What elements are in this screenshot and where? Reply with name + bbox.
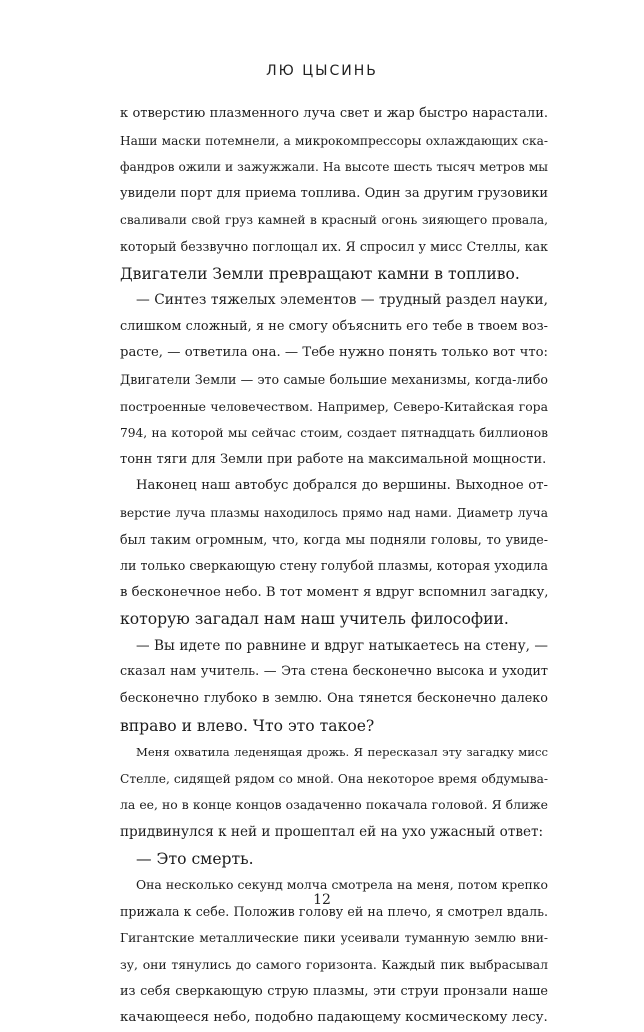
text-line: из себя сверкающую струю плазмы, эти струи пронзали наше xyxy=(120,983,548,999)
text-line: Стелле, сидящей рядом со мной. Она некоторое время обдумыва- xyxy=(120,771,548,786)
text-line: Гигантские металлические пики усеивали туманную землю вни- xyxy=(120,931,548,946)
text-line: прижала к себе. Положив голову ей на плечо, я смотрел вдаль. xyxy=(120,903,548,919)
text-line: увидели порт для приема топлива. Один за другим грузовики xyxy=(120,185,548,201)
text-line: — Синтез тяжелых элементов — трудный раздел науки, xyxy=(136,292,548,309)
text-line: бесконечно глубоко в землю. Она тянется бесконечно далеко xyxy=(120,691,548,707)
text-line: тонн тяги для Земли при работе на максимальной мощности. xyxy=(120,451,547,467)
text-line: сваливали свой груз камней в красный огонь зияющего провала, xyxy=(120,213,548,228)
text-line: вправо и влево. Что это такое? xyxy=(120,716,375,735)
text-line: — Вы идете по равнине и вдруг натыкаетесь на стену, — xyxy=(136,637,548,654)
text-line: который беззвучно поглощал их. Я спросил у мисс Стеллы, как xyxy=(120,238,548,254)
text-line: которую загадал нам наш учитель философии. xyxy=(120,610,509,629)
text-line: фандров ожили и зажужжали. На высоте шесть тысяч метров мы xyxy=(120,160,548,175)
text-line: качающееся небо, подобно падающему космическому лесу. xyxy=(120,1010,548,1026)
page-number: 12 xyxy=(313,892,331,908)
text-line: Двигатели Земли превращают камни в топливо. xyxy=(120,264,520,283)
text-line: Двигатели Земли — это самые большие механизмы, когда-либо xyxy=(120,371,548,387)
text-line: ла ее, но в конце концов озадаченно покачала головой. Я ближе xyxy=(120,797,548,813)
text-line: был таким огромным, что, когда мы подняли головы, то увиде- xyxy=(120,531,548,547)
text-line: — Это смерть. xyxy=(136,849,254,868)
running-head: ЛЮ ЦЫСИНЬ xyxy=(266,63,378,79)
text-line: ли только сверкающую стену голубой плазмы, которая уходила xyxy=(120,558,548,574)
text-line: слишком сложный, я не смогу объяснить его тебе в твоем воз- xyxy=(120,318,548,334)
text-line: Наконец наш автобус добрался до вершины. Выходное от- xyxy=(136,478,548,494)
text-line: придвинулся к ней и прошептал ей на ухо ужасный ответ: xyxy=(120,824,544,841)
text-line: построенные человечеством. Например, Северо-Китайская гора xyxy=(120,398,548,414)
text-line: в бесконечное небо. В тот момент я вдруг вспомнил загадку, xyxy=(120,584,549,600)
text-line: верстие луча плазмы находилось прямо над нами. Диаметр луча xyxy=(120,505,548,520)
text-line: сказал нам учитель. — Эта стена бесконечно высока и уходит xyxy=(120,664,548,680)
text-line: Меня охватила леденящая дрожь. Я пересказал эту загадку мисс xyxy=(136,745,548,760)
text-line: 794, на которой мы сейчас стоим, создает пятнадцать биллионов xyxy=(120,426,548,441)
text-line: к отверстию плазменного луча свет и жар быстро нарастали. xyxy=(120,106,548,121)
text-line: Она несколько секунд молча смотрела на меня, потом крепко xyxy=(136,877,548,893)
text-line: расте, — ответила она. — Тебе нужно понять только вот что: xyxy=(120,345,548,361)
text-line: зу, они тянулись до самого горизонта. Каждый пик выбрасывал xyxy=(120,957,548,972)
text-line: Наши маски потемнели, а микрокомпрессоры охлаждающих ска- xyxy=(120,133,548,148)
